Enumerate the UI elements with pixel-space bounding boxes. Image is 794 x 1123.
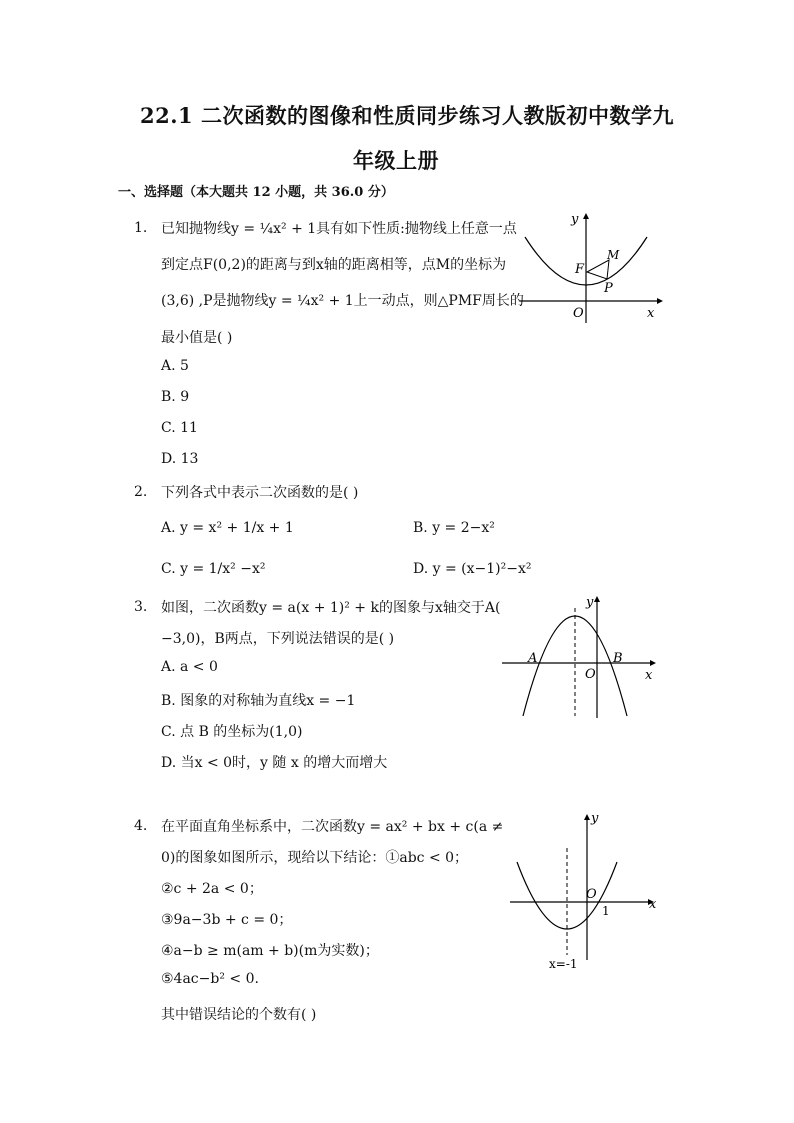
option-d[interactable]: D. 当x < 0时，y 随 x 的增大而增大: [161, 755, 388, 771]
question-text: 0)的图象如图所示，现给以下结论：①abc < 0；: [161, 850, 469, 866]
label-b: B: [613, 651, 623, 666]
label-axis: x=-1: [549, 957, 578, 971]
triangle-pmf: [587, 260, 609, 279]
question-text: ④a−b ≥ m(am + b)(m为实数)；: [161, 943, 379, 959]
q3-figure: [500, 592, 660, 722]
question-text: 到定点F(0,2)的距离与到x轴的距离相等，点M的坐标为: [161, 257, 507, 273]
x-axis-arrow: [657, 298, 663, 304]
label-o: O: [573, 306, 584, 321]
page-title-line2: 年级上册: [353, 148, 439, 173]
x-axis-arrow: [650, 660, 656, 666]
label-f: F: [575, 262, 585, 277]
option-c[interactable]: C. y = 1/x² −x²: [161, 561, 266, 577]
label-y: y: [586, 595, 594, 610]
question-text: ⑤4ac−b² < 0.: [161, 971, 259, 987]
label-p: P: [604, 281, 613, 296]
label-y: y: [571, 212, 579, 227]
y-axis-arrow: [584, 814, 590, 820]
label-o: O: [586, 887, 597, 902]
question-text: ③9a−3b + c = 0；: [161, 912, 293, 928]
option-a[interactable]: A. 5: [161, 358, 189, 374]
y-axis-arrow: [594, 596, 600, 602]
label-one: 1: [602, 904, 610, 918]
question-text: (3,6) ,P是抛物线y = ¼x² + 1上一动点，则△PMF周长的: [161, 293, 524, 309]
question-text: 如图，二次函数y = a(x + 1)² + k的图象与x轴交于A(: [161, 600, 501, 616]
option-b[interactable]: B. y = 2−x²: [413, 520, 495, 536]
y-axis-arrow: [583, 213, 589, 219]
page-title: 22.1 二次函数的图像和性质同步练习人教版初中数学九: [140, 103, 674, 128]
option-a[interactable]: A. y = x² + 1/x + 1: [161, 520, 294, 536]
question-text: 最小值是( ): [161, 330, 233, 346]
q4-figure: [505, 810, 665, 972]
option-b[interactable]: B. 9: [161, 389, 190, 405]
question-text: −3,0)，B两点，下列说法错误的是( ): [161, 631, 395, 647]
option-d[interactable]: D. y = (x−1)²−x²: [413, 561, 532, 577]
section-header: 一、选择题（本大题共 12 小题，共 36.0 分）: [118, 185, 394, 200]
question-number: 4.: [134, 818, 148, 834]
question-text: 已知抛物线y = ¼x² + 1具有如下性质:抛物线上任意一点: [161, 221, 517, 237]
q1-figure: [515, 205, 665, 325]
question-text: ②c + 2a < 0；: [161, 881, 263, 897]
option-c[interactable]: C. 11: [161, 420, 198, 436]
label-o: O: [585, 667, 596, 682]
label-m: M: [607, 248, 620, 262]
question-number: 1.: [134, 220, 148, 236]
option-d[interactable]: D. 13: [161, 451, 199, 467]
question-text: 下列各式中表示二次函数的是( ): [161, 485, 359, 501]
label-y: y: [591, 811, 599, 826]
label-x: x: [649, 897, 657, 912]
question-number: 2.: [134, 484, 148, 500]
label-x: x: [647, 306, 655, 321]
option-c[interactable]: C. 点 B 的坐标为(1,0): [161, 724, 303, 740]
option-b[interactable]: B. 图象的对称轴为直线x = −1: [161, 693, 356, 709]
question-text: 在平面直角坐标系中，二次函数y = ax² + bx + c(a ≠: [161, 819, 504, 835]
label-a: A: [528, 651, 538, 666]
question-text: 其中错误结论的个数有( ): [161, 1007, 317, 1023]
option-a[interactable]: A. a < 0: [161, 659, 218, 675]
question-number: 3.: [134, 599, 148, 615]
label-x: x: [645, 668, 653, 683]
